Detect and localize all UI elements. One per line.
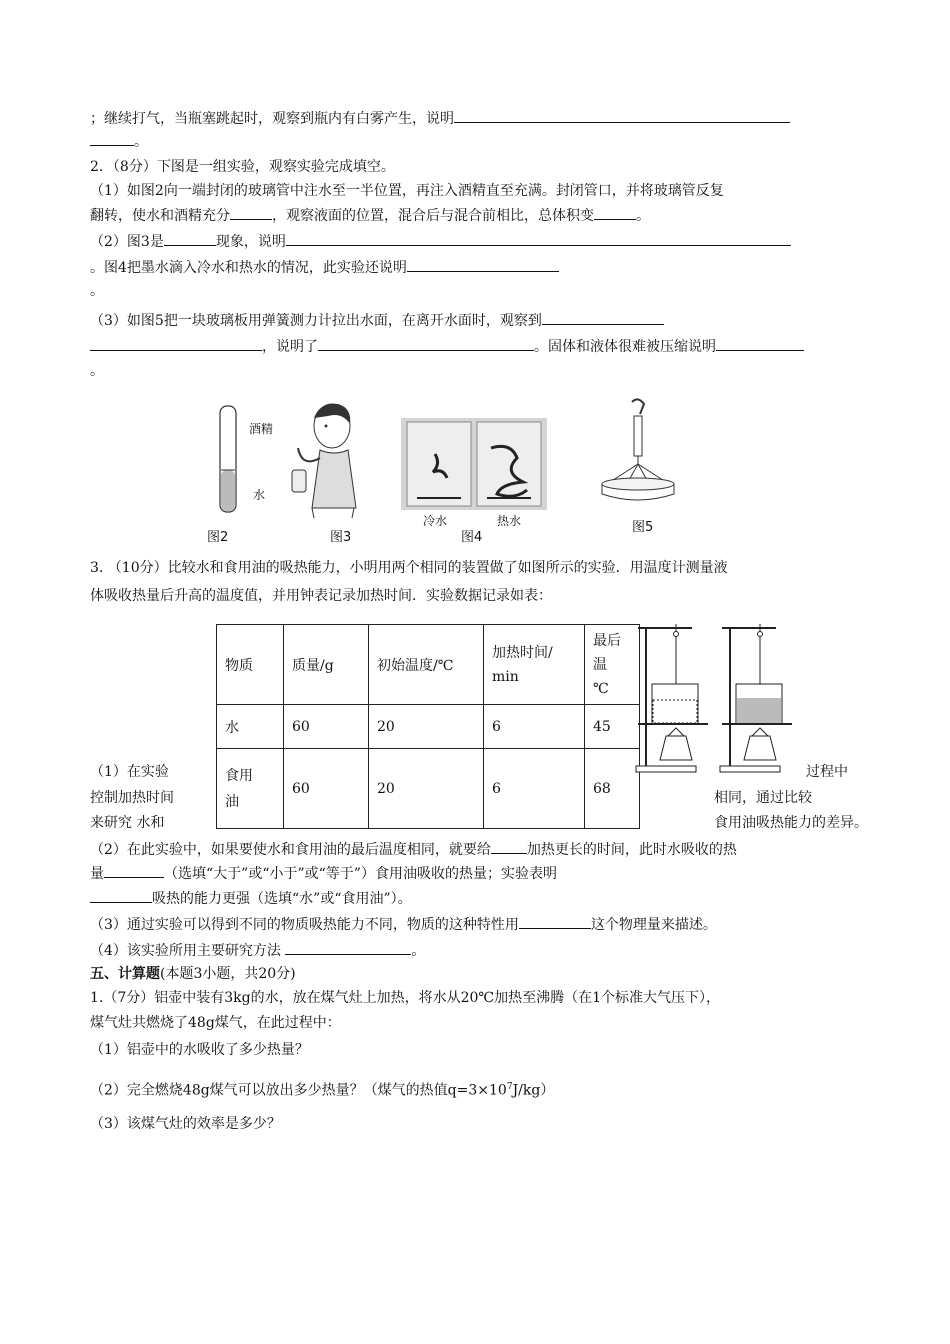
table-header-cell: 初始温度/℃ (369, 625, 484, 705)
text-line: （3）该煤气灶的效率是多少？ (90, 1116, 281, 1132)
text-line: 食用油吸热能力的差异。 (714, 815, 868, 831)
text-line: 。 (90, 363, 104, 379)
text-line: （4）该实验所用主要研究方法 。 (90, 940, 425, 961)
spring-scale-diagram (598, 398, 688, 510)
table-cell: 60 (284, 705, 369, 749)
label-cold-water: 冷水 (423, 514, 448, 528)
table-row (217, 705, 640, 749)
text-line: 体吸收热量后升高的温度值，并用钟表记录加热时间．实验数据记录如表： (90, 588, 552, 604)
blank (285, 940, 411, 955)
table-header-row (217, 625, 640, 705)
blank (90, 336, 262, 351)
text-line: 量 （选填“大于”或“小于”或“等于”）食用油吸收的热量；实验表明 (90, 863, 557, 884)
label-water: 水 (253, 488, 266, 502)
table-header-cell: 最后温 ℃ (585, 625, 640, 705)
table-header-cell: 物质 (217, 625, 284, 705)
text-line: 吸热的能力更强（选填“水”或“食用油”）。 (90, 888, 412, 909)
table-cell: 6 (484, 749, 585, 829)
text-line: 。图4把墨水滴入冷水和热水的情况，此实验还说明 (90, 257, 559, 278)
text-line: （1）在实验 (90, 764, 169, 780)
text-line: （3）通过实验可以得到不同的物质吸热能力不同，物质的这种特性用 这个物理量来描述。 (90, 914, 717, 935)
label-hot-water: 热水 (497, 514, 522, 528)
blank (318, 336, 534, 351)
text-line: 。 (90, 283, 104, 299)
blank (90, 888, 152, 903)
data-table (216, 624, 640, 829)
table-cell: 60 (284, 749, 369, 829)
text-line: （1）铝壶中的水吸收了多少热量？ (90, 1042, 309, 1058)
figure-5-caption: 图5 (632, 520, 654, 535)
text-line: ，说明了 。固体和液体很难被压缩说明 (90, 336, 804, 357)
text-line: （1）如图2向一端封闭的玻璃管中注水至一半位置，再注入酒精直至充满。封闭管口，并将玻璃管反复 (90, 183, 724, 199)
text-line: 过程中 (806, 764, 848, 780)
question-2-title: 2．（8分）下图是一组实验，观察实验完成填空。 (90, 159, 395, 175)
figure-2 (205, 398, 275, 545)
text-line: （3）如图5把一块玻璃板用弹簧测力计拉出水面，在离开水面时，观察到 (90, 310, 664, 331)
section-heading: 五、计算题(本题3小题，共20分) (90, 966, 296, 982)
table-cell: 食用 油 (217, 749, 284, 829)
heating-apparatus-illustration (632, 620, 802, 774)
text-line: 来研究 水和 (90, 815, 165, 831)
figure-5 (598, 398, 688, 538)
blank (90, 131, 134, 146)
text-line: 相同，通过比较 (714, 790, 812, 806)
table-cell: 水 (217, 705, 284, 749)
figure-4-caption: 图4 (461, 530, 483, 545)
blank (542, 310, 664, 325)
blank (286, 231, 791, 246)
text-line: 控制加热时间 (90, 790, 174, 806)
text-line: （2）图3是 现象，说明 (90, 231, 791, 252)
blank (519, 914, 591, 929)
ink-diffusion-photo (401, 398, 547, 510)
table-header-cell: 质量/g (284, 625, 369, 705)
blank (164, 231, 216, 246)
table-cell: 68 (585, 749, 640, 829)
figure-3-caption: 图3 (330, 530, 352, 545)
text-line: 。 (90, 131, 148, 152)
figure-4 (401, 398, 547, 545)
person-smelling-illustration (290, 398, 380, 522)
blank (104, 863, 164, 878)
label-alcohol: 酒精 (249, 422, 274, 436)
table-cell: 6 (484, 705, 585, 749)
blank (454, 108, 790, 123)
text-line: 3. （10分）比较水和食用油的吸热能力，小明用两个相同的装置做了如图所示的实验．用温度计测量液 (90, 560, 728, 576)
blank (594, 205, 636, 220)
table-cell: 20 (369, 705, 484, 749)
text-line: 翻转，使水和酒精充分 ，观察液面的位置，混合后与混合前相比，总体积变 。 (90, 205, 650, 226)
text-line: ；继续打气，当瓶塞跳起时，观察到瓶内有白雾产生，说明 (90, 108, 790, 129)
text-line: （2）完全燃烧48g煤气可以放出多少热量？（煤气的热值$q=3\times 10^7J/kg$） (90, 1082, 555, 1099)
text-line: 煤气灶共燃烧了48g煤气，在此过程中： (90, 1015, 341, 1031)
blank (491, 839, 527, 854)
text-line: （2）在此实验中，如果要使水和食用油的最后温度相同，就要给 加热更长的时间，此时水吸收的热 (90, 839, 737, 860)
text-line: 1.（7分）铝壶中装有3kg的水，放在煤气灶上加热，将水从20℃加热至沸腾（在1个标准大气压下）， (90, 990, 720, 1006)
figure-3 (290, 398, 380, 545)
blank (230, 205, 272, 220)
blank (716, 336, 804, 351)
table-header-cell: 加热时间/ min (484, 625, 585, 705)
table-cell: 45 (585, 705, 640, 749)
table-row (217, 749, 640, 829)
blank (407, 257, 559, 272)
table-cell: 20 (369, 749, 484, 829)
figure-2-caption: 图2 (207, 530, 229, 545)
